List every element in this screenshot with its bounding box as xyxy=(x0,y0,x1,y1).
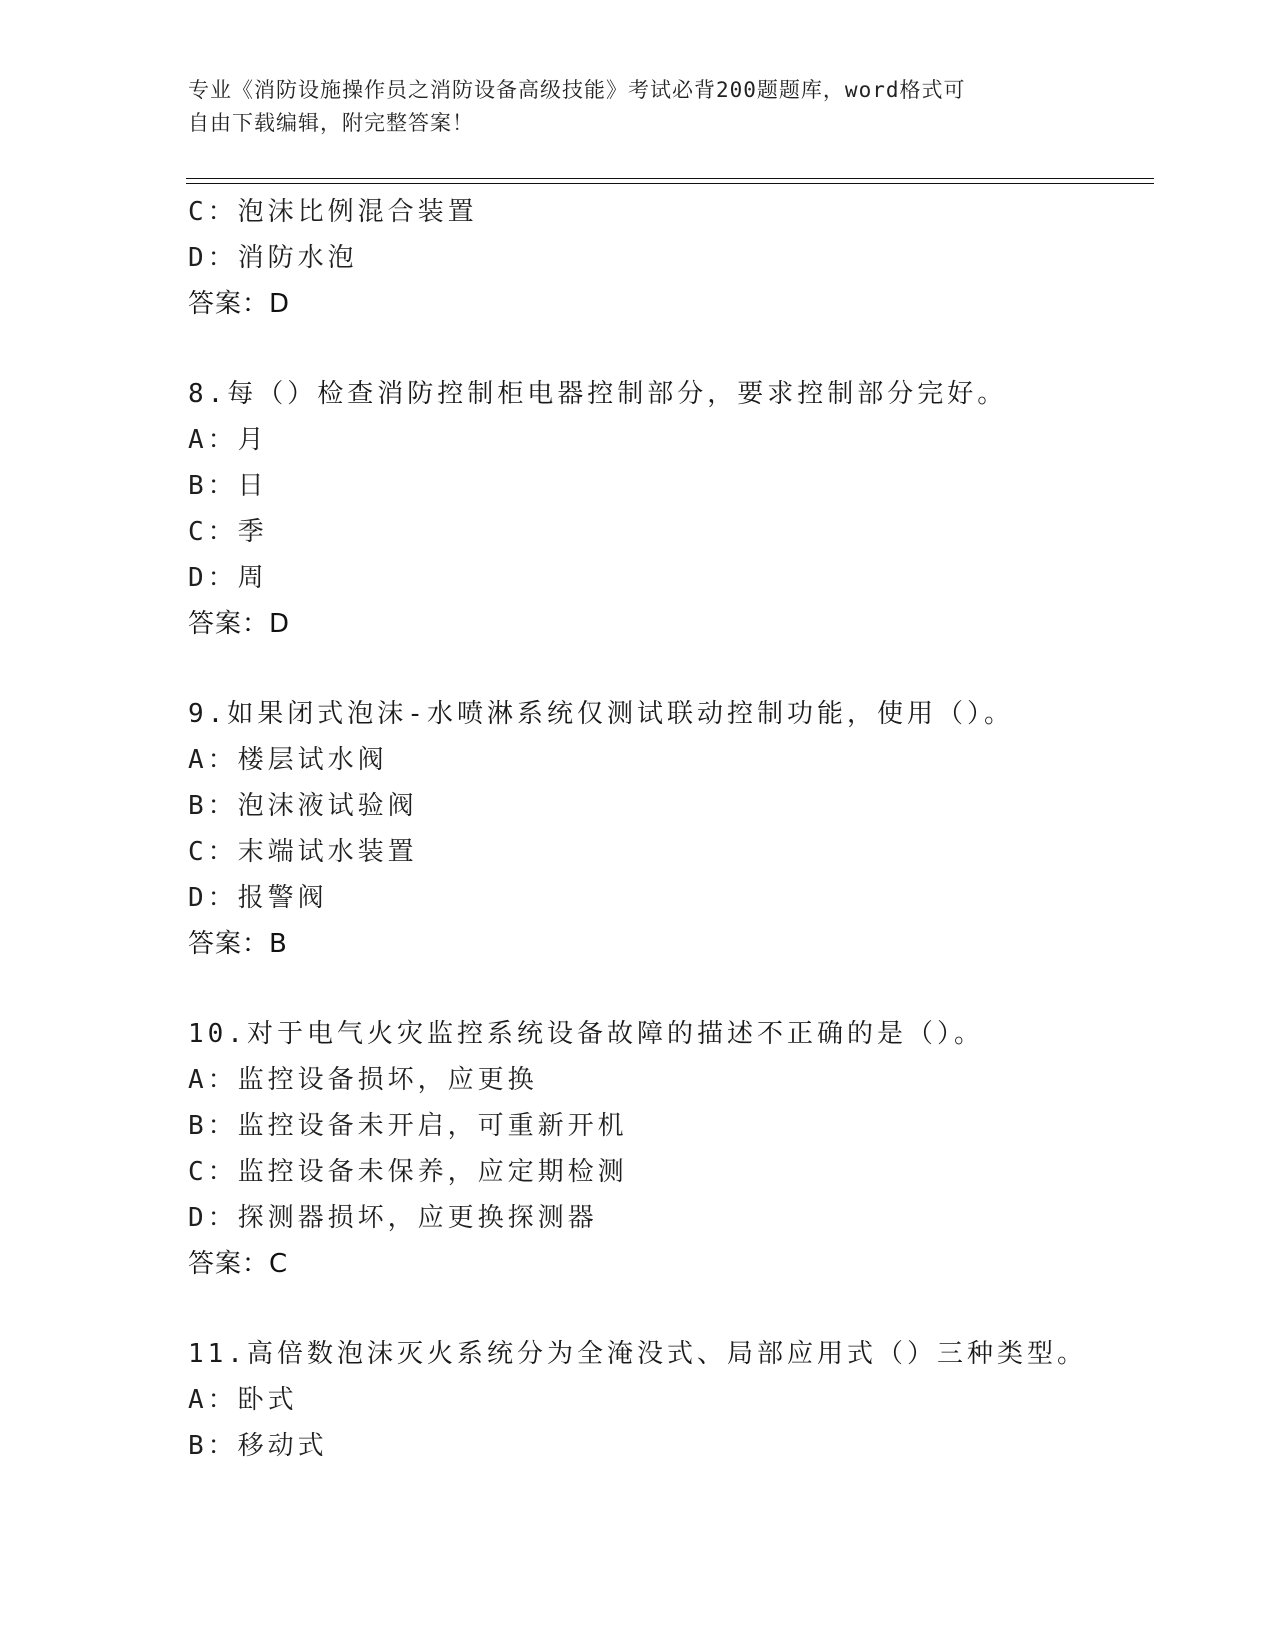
option-a: A：卧式 xyxy=(188,1385,298,1415)
option-b: B：泡沫液试验阀 xyxy=(188,791,418,821)
question-stem: 8.每（）检查消防控制柜电器控制部分，要求控制部分完好。 xyxy=(188,379,1008,409)
option-a: A：楼层试水阀 xyxy=(188,745,388,775)
question-item xyxy=(188,1331,1148,1469)
header-rule-top xyxy=(186,178,1154,179)
option-d: D：报警阀 xyxy=(188,883,328,913)
header-line-1: 专业《消防设施操作员之消防设备高级技能》考试必背200题题库，word格式可 xyxy=(188,78,966,102)
question-stem: 9.如果闭式泡沫-水喷淋系统仅测试联动控制功能，使用（）。 xyxy=(188,699,1014,729)
option-a: A：监控设备损坏，应更换 xyxy=(188,1065,538,1095)
answer-line: 答案：D xyxy=(188,289,291,319)
document-header xyxy=(188,74,1068,140)
option-c: C：监控设备未保养，应定期检测 xyxy=(188,1157,628,1187)
question-item xyxy=(188,371,1148,647)
option-c: C：季 xyxy=(188,517,268,547)
option-d: D：周 xyxy=(188,563,268,593)
question-item xyxy=(188,691,1148,967)
option-a: A：月 xyxy=(188,425,268,455)
header-rule-bottom xyxy=(186,183,1154,184)
option-b: B：监控设备未开启，可重新开机 xyxy=(188,1111,628,1141)
answer-line: 答案：B xyxy=(188,929,288,959)
option-d: D：探测器损坏，应更换探测器 xyxy=(188,1203,598,1233)
option-b: B：日 xyxy=(188,471,268,501)
question-stem: 11.高倍数泡沫灭火系统分为全淹没式、局部应用式（）三种类型。 xyxy=(188,1339,1087,1369)
answer-line: 答案：D xyxy=(188,609,291,639)
option-c: C：泡沫比例混合装置 xyxy=(188,197,478,227)
question-item xyxy=(188,1011,1148,1287)
header-line-2: 自由下载编辑，附完整答案！ xyxy=(188,111,474,135)
option-d: D：消防水泡 xyxy=(188,243,358,273)
answer-line: 答案：C xyxy=(188,1249,289,1279)
option-c: C：末端试水装置 xyxy=(188,837,418,867)
question-list xyxy=(188,189,1148,1469)
option-b: B：移动式 xyxy=(188,1431,328,1461)
question-stem: 10.对于电气火灾监控系统设备故障的描述不正确的是（）。 xyxy=(188,1019,984,1049)
